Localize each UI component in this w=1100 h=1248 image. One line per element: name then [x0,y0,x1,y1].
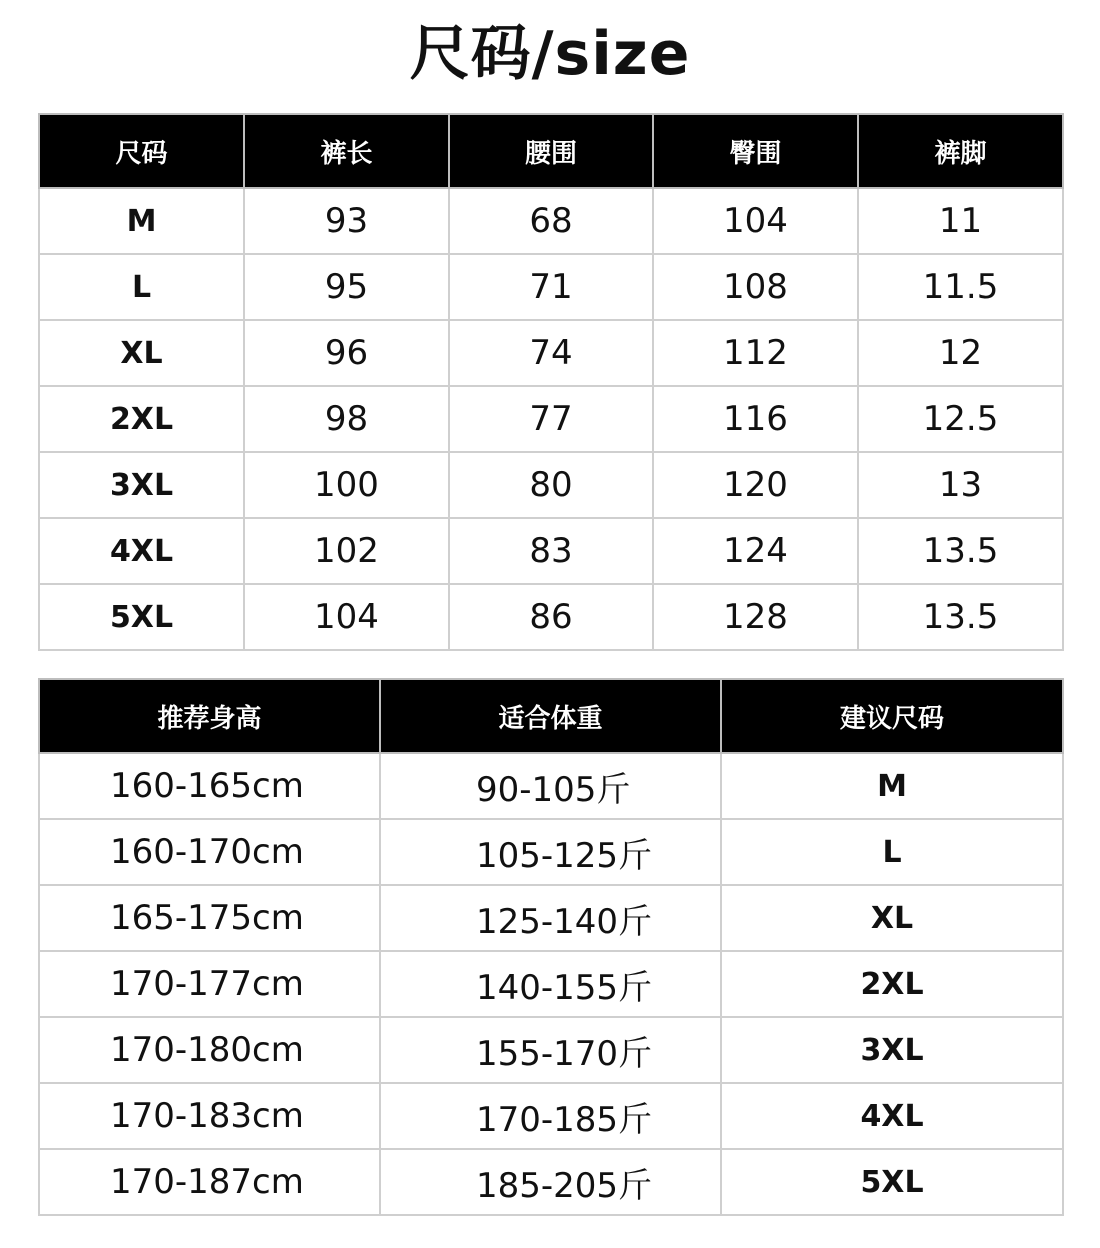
size-cell: M [39,188,244,254]
weight-cell: 170-185斤 [380,1083,721,1149]
hip-cell: 112 [653,320,858,386]
suggested-size-cell: 3XL [721,1017,1063,1083]
height-cell: 170-177cm [39,951,380,1017]
height-cell: 170-180cm [39,1017,380,1083]
header-size: 尺码 [39,114,244,188]
height-cell: 170-183cm [39,1083,380,1149]
header-hip: 臀围 [653,114,858,188]
hip-cell: 116 [653,386,858,452]
table-row [39,518,1063,584]
weight-cell: 155-170斤 [380,1017,721,1083]
size-cell: 3XL [39,452,244,518]
hip-cell: 128 [653,584,858,650]
table-row [39,753,1063,819]
header-recommended-height: 推荐身高 [39,679,380,753]
table-row [39,1149,1063,1215]
hem-cell: 11.5 [858,254,1063,320]
header-suggested-size: 建议尺码 [721,679,1063,753]
table-row [39,885,1063,951]
recommend-table-header-row [39,679,1063,753]
weight-cell: 140-155斤 [380,951,721,1017]
suggested-size-cell: L [721,819,1063,885]
suggested-size-cell: M [721,753,1063,819]
table-row [39,819,1063,885]
header-pants-length: 裤长 [244,114,449,188]
waist-cell: 80 [449,452,653,518]
height-cell: 160-165cm [39,753,380,819]
header-hem: 裤脚 [858,114,1063,188]
size-cell: XL [39,320,244,386]
weight-cell: 185-205斤 [380,1149,721,1215]
table-row [39,1083,1063,1149]
hem-cell: 13.5 [858,584,1063,650]
size-table [38,113,1064,651]
size-cell: 4XL [39,518,244,584]
hem-cell: 13.5 [858,518,1063,584]
table-row [39,188,1063,254]
height-cell: 160-170cm [39,819,380,885]
suggested-size-cell: 2XL [721,951,1063,1017]
pants-length-cell: 100 [244,452,449,518]
pants-length-cell: 95 [244,254,449,320]
pants-length-cell: 93 [244,188,449,254]
pants-length-cell: 98 [244,386,449,452]
weight-cell: 105-125斤 [380,819,721,885]
table-row [39,254,1063,320]
suggested-size-cell: XL [721,885,1063,951]
page-title: 尺码/size [409,19,691,89]
size-cell: 5XL [39,584,244,650]
hip-cell: 108 [653,254,858,320]
table-row [39,584,1063,650]
table-row [39,1017,1063,1083]
waist-cell: 71 [449,254,653,320]
suggested-size-cell: 5XL [721,1149,1063,1215]
size-cell: 2XL [39,386,244,452]
hip-cell: 124 [653,518,858,584]
table-row [39,951,1063,1017]
table-row [39,386,1063,452]
header-suitable-weight: 适合体重 [380,679,721,753]
hem-cell: 11 [858,188,1063,254]
height-cell: 165-175cm [39,885,380,951]
hem-cell: 12 [858,320,1063,386]
weight-cell: 125-140斤 [380,885,721,951]
recommend-table [38,678,1064,1216]
pants-length-cell: 96 [244,320,449,386]
size-cell: L [39,254,244,320]
hem-cell: 13 [858,452,1063,518]
hip-cell: 104 [653,188,858,254]
waist-cell: 86 [449,584,653,650]
size-table-header-row [39,114,1063,188]
waist-cell: 68 [449,188,653,254]
waist-cell: 77 [449,386,653,452]
waist-cell: 74 [449,320,653,386]
suggested-size-cell: 4XL [721,1083,1063,1149]
hip-cell: 120 [653,452,858,518]
table-row [39,320,1063,386]
pants-length-cell: 102 [244,518,449,584]
header-waist: 腰围 [449,114,653,188]
hem-cell: 12.5 [858,386,1063,452]
weight-cell: 90-105斤 [380,753,721,819]
height-cell: 170-187cm [39,1149,380,1215]
table-row [39,452,1063,518]
pants-length-cell: 104 [244,584,449,650]
waist-cell: 83 [449,518,653,584]
